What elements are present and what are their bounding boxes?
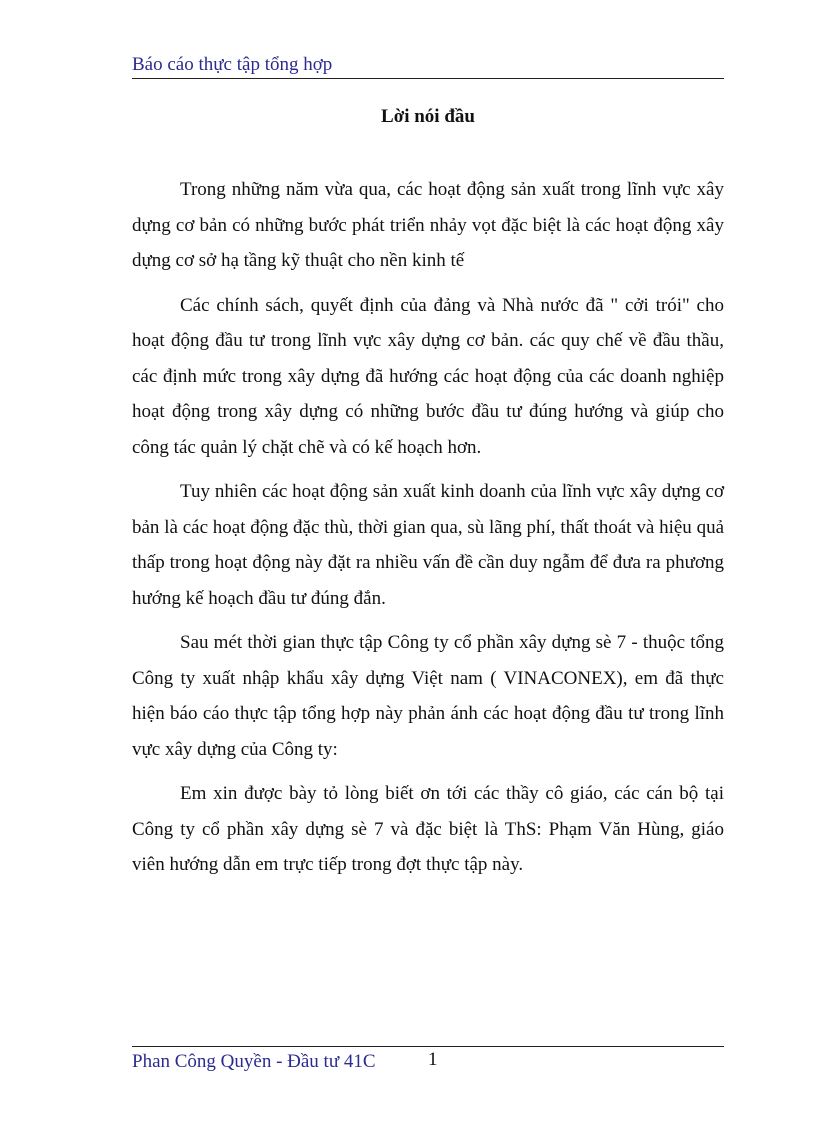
paragraph-5: Em xin được bày tỏ lòng biết ơn tới các thầy cô giáo, các cán bộ tại Công ty cổ phần xây dựng sè 7 và đặc biệt là ThS: Phạm Văn Hùng, giáo viên hướng dẫn em trực tiếp trong đợt thực tập này. bbox=[132, 783, 724, 875]
document-title: Lời nói đầu bbox=[381, 106, 475, 127]
header-title: Báo cáo thực tập tổng hợp bbox=[132, 54, 333, 75]
document-body bbox=[132, 172, 724, 892]
page-footer bbox=[132, 1046, 724, 1072]
paragraph-1: Trong những năm vừa qua, các hoạt động sản xuất trong lĩnh vực xây dựng cơ bản có những bước phát triển nhảy vọt đặc biệt là các hoạt động xây dựng cơ sở hạ tầng kỹ thuật cho nền kinh tế bbox=[132, 179, 724, 271]
page-number: 1 bbox=[428, 1049, 438, 1070]
footer-author: Phan Công Quyền - Đầu tư 41C bbox=[132, 1051, 376, 1072]
paragraph-4: Sau mét thời gian thực tập Công ty cổ phần xây dựng sè 7 - thuộc tổng Công ty xuất nhập khẩu xây dựng Việt nam ( VINACONEX), em đã thực hiện báo cáo thực tập tổng hợp này phản ánh các hoạt động đầu tư trong lĩnh vực xây dựng của Công ty: bbox=[132, 632, 724, 760]
paragraph-3: Tuy nhiên các hoạt động sản xuất kinh doanh của lĩnh vực xây dựng cơ bản là các hoạt động đặc thù, thời gian qua, sù lãng phí, thất thoát và hiệu quả thấp trong hoạt động này đặt ra nhiều vấn đề cần duy ngẫm để đưa ra phương hướng kế hoạch đầu tư đúng đắn. bbox=[132, 481, 724, 609]
paragraph-2: Các chính sách, quyết định của đảng và Nhà nước đã " cởi trói" cho hoạt động đầu tư trong lĩnh vực xây dựng cơ bản. các quy chế về đầu thầu, các định mức trong xây dựng đã hướng các hoạt động của các doanh nghiệp hoạt động trong xây dựng có những bước đầu tư đúng hướng và giúp cho công tác quản lý chặt chẽ và có kế hoạch hơn. bbox=[132, 294, 724, 458]
page-header bbox=[132, 52, 724, 79]
